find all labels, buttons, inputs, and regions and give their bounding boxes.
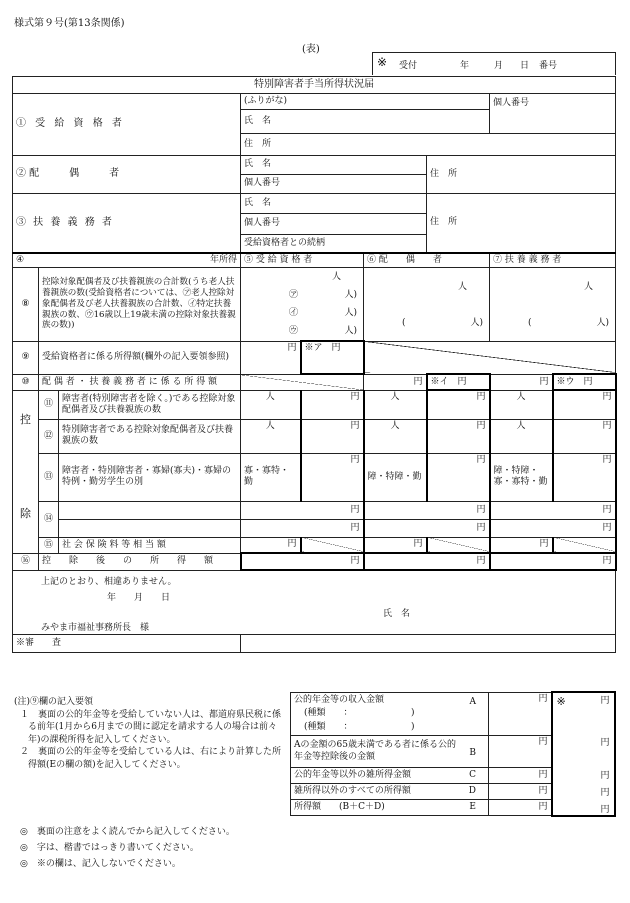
notes-item-1: １ 裏面の公的年金等を受給していない人は、都道府県民税に係る前年(1月から6月までの間に認定を請求する人の場合は前々年)の課税所得を記入してください。: [20, 709, 282, 745]
pension-mark-b-yen: 円: [600, 738, 610, 748]
pension-kind-2[interactable]: (種類 ： ): [304, 721, 415, 732]
row4-header: [13, 253, 241, 268]
declaration-block: [13, 570, 616, 634]
pension-mark: ※: [556, 695, 566, 708]
review-field: [241, 634, 616, 652]
pension-mark-e-yen: 円: [600, 805, 610, 815]
col5-header: ⑤ 受 給 資 格 者: [241, 253, 364, 268]
footer-note-1: ◎ 裏面の注意をよく読んでから記入してください。: [20, 827, 235, 837]
row4-year: 年所得: [209, 254, 237, 265]
col7-header: ⑦ 扶 養 義 務 者: [490, 253, 616, 268]
row9-text: 受給資格者に係る所得額(欄外の記入要領参照): [39, 341, 241, 374]
row8-col7-close: 人): [596, 317, 610, 328]
receipt-no: 番号: [539, 61, 558, 71]
supporter-name-field[interactable]: 氏 名: [241, 194, 427, 214]
recipient-name-field[interactable]: 氏 名: [241, 110, 490, 134]
row8-col7-open: (: [528, 317, 532, 328]
pension-a-key: A: [469, 696, 476, 707]
deduct-label: [13, 390, 39, 553]
row11-c7-yen[interactable]: 円: [553, 390, 616, 419]
spouse-mynumber-field[interactable]: 個人番号: [241, 175, 427, 194]
row11-c6-yen[interactable]: 円: [427, 390, 490, 419]
pension-b-label: Aの金額の65歳未満である者に係る公的年金等控除後の金額: [294, 740, 456, 762]
receipt-day: 日: [520, 61, 530, 71]
row8-col5-b: ㋑: [289, 307, 299, 318]
row14a-c6[interactable]: 円: [364, 501, 490, 519]
pension-row-b: [291, 736, 489, 768]
row14b-c5[interactable]: 円: [241, 519, 364, 537]
row12-c5-nin[interactable]: 人: [241, 419, 301, 453]
row16-c7-yen[interactable]: 円: [490, 553, 616, 570]
row8-col7[interactable]: [490, 267, 616, 341]
pension-e-yen[interactable]: 円: [489, 800, 552, 816]
row12-text: 特別障害者である控除対象配偶者及び扶養親族の数: [59, 419, 241, 453]
row9-slashed: [364, 341, 616, 374]
supporter-relation-field[interactable]: 受給資格者との続柄: [241, 235, 427, 253]
declaration-addressee: みやま市福祉事務所長 様: [41, 623, 150, 634]
pension-mark-d-yen: 円: [600, 788, 610, 798]
deduct-label-bottom: 除: [20, 506, 31, 520]
col6-header: ⑥ 配 偶 者: [364, 253, 490, 268]
row14-text-2[interactable]: [59, 519, 241, 537]
pension-b-key: B: [469, 748, 476, 758]
row12-c7-yen[interactable]: 円: [553, 419, 616, 453]
pension-c-yen[interactable]: 円: [489, 768, 552, 784]
row8-col5-unit: 人: [331, 271, 341, 282]
row13-c5-yen[interactable]: 円: [301, 453, 364, 501]
notes-head: (注)⑨欄の記入要領: [14, 697, 94, 707]
supporter-mynumber-field[interactable]: 個人番号: [241, 214, 427, 235]
row10-col6-yen[interactable]: 円: [364, 374, 427, 390]
row8-col5[interactable]: [241, 267, 364, 341]
row9-no: ⑨: [13, 341, 39, 374]
pension-c-label: 公的年金等以外の雑所得金額: [294, 769, 412, 780]
row8-col6[interactable]: [364, 267, 490, 341]
pension-e-label: 所得額 (B＋C＋D): [294, 801, 385, 812]
row8-col6-unit: 人: [457, 281, 467, 292]
row8-col5-c-close: 人): [344, 325, 357, 336]
row13-c7-opts[interactable]: 障・特障・寡・寡特・勤: [490, 453, 553, 501]
row8-no: ⑧: [13, 267, 39, 341]
declaration-text: 上記のとおり、相違ありません。: [41, 577, 177, 588]
row11-c6-nin[interactable]: 人: [364, 390, 427, 419]
row4-no: ④: [16, 254, 25, 265]
row14-no: ⑭: [39, 501, 59, 537]
row13-c5-opts[interactable]: 寡・寡特・勤: [241, 453, 301, 501]
row15-c5-yen[interactable]: 円: [241, 537, 301, 553]
declaration-name[interactable]: 氏 名: [383, 609, 411, 620]
row15-no: ⑮: [39, 537, 59, 553]
row15-c7-slashed: [553, 537, 616, 553]
receipt-month: 月: [494, 61, 504, 71]
row12-c6-nin[interactable]: 人: [364, 419, 427, 453]
recipient-mynumber-label[interactable]: 個人番号: [490, 94, 616, 134]
spouse-address-field[interactable]: 住 所: [427, 156, 616, 194]
receipt-mark: ※: [377, 55, 388, 69]
row10-mark-u: ※ウ 円: [553, 374, 616, 390]
row10-col7-yen[interactable]: 円: [490, 374, 553, 390]
row8-col5-a-close: 人): [344, 289, 357, 300]
row8-col5-c: ㋒: [289, 325, 299, 336]
row9-yen[interactable]: 円: [241, 341, 301, 374]
form-title: 特別障害者手当所得状況届: [13, 77, 616, 94]
spouse-label: ② 配 偶 者: [13, 156, 241, 194]
pension-c-key: C: [469, 770, 476, 780]
pension-d-key: D: [468, 786, 476, 796]
footer-note-3: ◎ ※の欄は、記入しないでください。: [20, 858, 181, 869]
row8-col6-close: 人): [470, 317, 483, 328]
row16-c5-yen[interactable]: 円: [241, 553, 364, 570]
review-label: ※審 査: [13, 634, 241, 652]
pension-row-c: [291, 768, 489, 784]
row13-c7-yen[interactable]: 円: [553, 453, 616, 501]
row10-text: 配 偶 者 ・ 扶 養 義 務 者 に 係 る 所 得 額: [39, 374, 241, 390]
row16-no: ⑯: [13, 553, 39, 570]
row11-no: ⑪: [39, 390, 59, 419]
row15-text: 社 会 保 険 料 等 相 当 額: [59, 537, 241, 553]
recipient-label: ① 受 給 資 格 者: [13, 94, 241, 156]
pension-d-label: 雑所得以外のすべての所得額: [294, 785, 411, 796]
pension-d-yen[interactable]: 円: [489, 784, 552, 800]
pension-a-yen[interactable]: 円: [489, 692, 552, 736]
main-form-table: [12, 76, 617, 653]
supporter-label: ③ 扶 養 義 務 者: [13, 194, 241, 253]
supporter-address-field[interactable]: 住 所: [427, 194, 616, 253]
pension-e-key: E: [469, 802, 476, 812]
deduct-label-top: 控: [20, 412, 31, 426]
row14b-c6[interactable]: 円: [364, 519, 490, 537]
row12-no: ⑫: [39, 419, 59, 453]
row13-no: ⑬: [39, 453, 59, 501]
row14-text-1[interactable]: [59, 501, 241, 519]
notes-block: [14, 696, 284, 772]
pension-kind-1[interactable]: (種類 ： ): [304, 708, 415, 718]
row13-text: 障害者・特別障害者・寡婦(寡夫)・寡婦の特例・勤労学生の別: [59, 453, 241, 501]
row15-c7-yen[interactable]: 円: [490, 537, 553, 553]
pension-mark-a-yen: 円: [600, 696, 610, 706]
row16-text: 控 除 後 の 所 得 額: [39, 553, 241, 570]
pension-row-a: [291, 692, 489, 736]
spouse-name-field[interactable]: 氏 名: [241, 156, 427, 175]
row8-col5-a: ㋐: [289, 289, 299, 300]
row10-mark-i: ※イ 円: [427, 374, 490, 390]
declaration-date[interactable]: 年 月 日: [107, 593, 171, 604]
pension-a-label: 公的年金等の収入金額: [294, 694, 385, 705]
row14a-c7[interactable]: 円: [490, 501, 616, 519]
row10-no: ⑩: [13, 374, 39, 390]
row8-col7-unit: 人: [584, 281, 594, 292]
footer-note-2: ◎ 字は、楷書ではっきり書いてください。: [20, 842, 199, 853]
row8-col5-b-close: 人): [344, 307, 357, 318]
row12-c6-yen[interactable]: 円: [427, 419, 490, 453]
row9-mark-a: ※ア 円: [301, 341, 364, 374]
pension-mark-c-yen: 円: [600, 771, 610, 781]
pension-row-d: [291, 784, 489, 800]
row14b-c7[interactable]: 円: [490, 519, 616, 537]
notes-item-2: ２ 裏面の公的年金等を受給している人は、右により計算した所得額(Eの欄の額)を記入してください。: [20, 747, 282, 770]
row12-c7-nin[interactable]: 人: [490, 419, 553, 453]
row16-c6-yen[interactable]: 円: [364, 553, 490, 570]
receipt-year: 年: [460, 61, 470, 71]
pension-b-yen[interactable]: 円: [489, 736, 552, 768]
row11-c7-nin[interactable]: 人: [490, 390, 553, 419]
row12-c5-yen[interactable]: 円: [301, 419, 364, 453]
recipient-address-field[interactable]: 住 所: [241, 134, 616, 156]
row13-c6-opts[interactable]: 障・特障・勤: [364, 453, 427, 501]
row10-slashed: [241, 374, 364, 390]
pension-table: [290, 691, 616, 817]
row11-text: 障害者(特別障害者を除く。)である控除対象配偶者及び扶養親族の数: [59, 390, 241, 419]
row8-col6-open: (: [402, 317, 406, 328]
pension-mark-column: [552, 692, 615, 816]
row15-c6-slashed: [427, 537, 490, 553]
side-label: (表): [302, 44, 320, 55]
pension-row-e: [291, 800, 489, 816]
row15-c6-yen[interactable]: 円: [364, 537, 427, 553]
row11-c5-nin[interactable]: 人: [241, 390, 301, 419]
row8-text: 控除対象配偶者及び扶養親族の合計数(うち老人扶養親族の数(受給資格者については、㋐老人控除対象配偶者及び老人扶養親族の合計数、㋑特定扶養親族の数、㋒16歳以上19歳未満の控除対象扶養親族の数)): [39, 267, 241, 341]
form-number: 様式第９号(第13条関係): [14, 18, 125, 29]
row15-c5-slashed: [301, 537, 364, 553]
receipt-label: 受付: [399, 61, 418, 71]
furigana-label: (ふりがな): [241, 94, 490, 110]
footer-notes: [20, 825, 235, 872]
row14a-c5[interactable]: 円: [241, 501, 364, 519]
row11-c5-yen[interactable]: 円: [301, 390, 364, 419]
row13-c6-yen[interactable]: 円: [427, 453, 490, 501]
receipt-box: [372, 52, 616, 75]
